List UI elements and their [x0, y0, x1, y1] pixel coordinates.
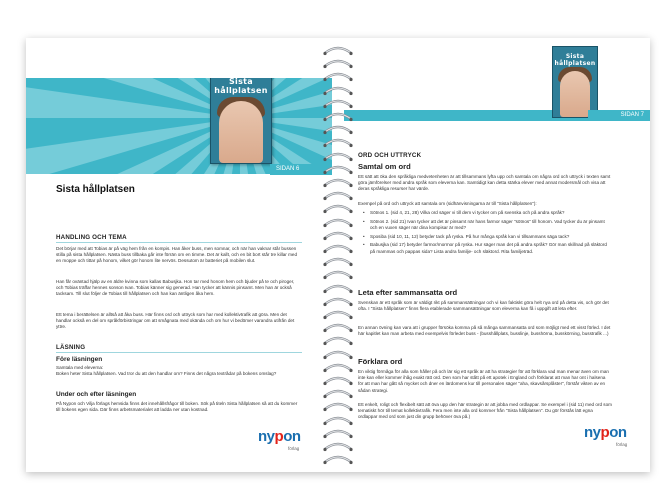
binding-ring — [322, 229, 354, 243]
left-page — [26, 38, 332, 472]
binding-ring — [322, 163, 354, 177]
binding-ring — [322, 348, 354, 362]
list-item: • Sötnos 1. (sid 4, 21, 28) Vilka ord säger vi till dem vi tycker om på svenska och på andra språk? — [370, 210, 610, 216]
list-item: • Babusjka (sid 17) betyder farmor/mormor på ryska. Hur säger man det på andra språk? Gör man skillnad på släktord på mammas och pappas sida? Lista andra familje- och släktord. Rita familjeträd. — [370, 242, 610, 254]
during-text: På Nypon och Vilja förlags hemsida finns det innehållsfrågor till boken. Sök på titeln Sista hållplatsen så att du kommer till bokens egen sida. Där finns arbetsmaterialet att ladda ner utan kostnad. — [56, 401, 298, 413]
binding-ring — [322, 387, 354, 401]
list-item: • Sposiba (sid 10, 11, 12) betyder tack på ryska. På hur många språk kan vi tillsammans säga tack? — [370, 234, 610, 240]
binding-ring — [322, 295, 354, 309]
book-cover-title-small: Sista hållplatsen — [554, 53, 596, 67]
subheading-during: Under och efter läsningen — [56, 391, 137, 398]
book-cover-image-small — [552, 46, 598, 118]
binding-ring — [322, 136, 354, 150]
binding-ring — [322, 374, 354, 388]
binding-ring — [322, 282, 354, 296]
binding-ring — [322, 255, 354, 269]
spiral-binding — [322, 38, 354, 472]
page-number-tab: SIDAN 6 — [270, 164, 332, 175]
before-text: Samtala med eleverna: Boken heter Sista hållplatsen. Vad tror du att den handlar om? Finns det några textrådar på bokens omslag? — [56, 365, 277, 377]
talk-intro: Ett sätt att öka den språkliga medvetenheten är att tillsammans lyfta upp och samtala om några ord och uttryck i texten samt göra jämförelser med andra språk som eleverna kan. Samtidigt kan detta stärka elever med annat modersmål och visa att deras språkliga resurser har värde. — [358, 174, 611, 192]
binding-ring — [322, 427, 354, 441]
nypon-logo: nypon — [258, 428, 301, 445]
subheading-talk: Samtal om ord — [358, 162, 411, 171]
subheading-explain: Förklara ord — [358, 357, 403, 366]
section-heading-reading: LÄSNING — [56, 344, 86, 351]
binding-ring — [322, 84, 354, 98]
paragraph-2: Han får oväntad hjälp av en äldre kvinna som kallas Babusjka. Hon tar med honom hem och bjuder på te och piroger, och Tobias träffar hennes sonson Ivan. Tobias känner sig generad. Han tycker att kännis pinsamt. Men han är också tacksam. Till slut följer de Tobias till hållplatsen och han kan äntligen åka hem. — [56, 279, 295, 297]
binding-ring — [322, 189, 354, 203]
nypon-logo-right: nypon — [584, 424, 627, 441]
binding-ring — [322, 321, 354, 335]
compound-text-2: En annan övning kan vara att i grupper försöka komma på så många sammansatta ord som möjligt med ett visst förled. I det här kapitlet kan man arbeta med exempelvis förledet buss - (busshållplats, busslinje, busshörna, busskörning, busstrafik ...) — [358, 325, 611, 337]
binding-ring — [322, 414, 354, 428]
binding-ring — [322, 334, 354, 348]
logo-subtitle: förlag — [288, 446, 300, 451]
binding-ring — [322, 202, 354, 216]
subheading-compound: Leta efter sammansatta ord — [358, 288, 458, 297]
page-number-tab-right: SIDAN 7 — [588, 110, 650, 121]
binding-ring — [322, 440, 354, 454]
right-page — [344, 38, 650, 472]
book-cover-title: Sista hållplatsen — [214, 78, 268, 95]
explain-text-1: En viktig förmåga för alla som håller på och lär sig ett språk är att ha strategier för att förklara vad man menar även om man inte kan eller kommer ihåg exakt rätt ord. Den som har stått på ett apotek i England och förklarat att man har ont i halsena för att man har gått så mycket och dner en lärdomens kur till personalen säger "aha, skavsårsplåster", förstår vikten av en sådan strategi. — [358, 369, 609, 393]
binding-ring — [322, 308, 354, 322]
logo-subtitle-right: förlag — [616, 442, 628, 447]
compound-text-1: Svenskan är ett språk som är väldigt rikt på sammansättningar och vi kan faktiskt göra helt nya ord på detta vis, och gör det ofta. I "Sista hållplatsen" finns flera etablerade sammansättningar som eleverna kan få i uppgift att leta efter. — [358, 300, 609, 312]
list-item: • Sötnos 2. (sid 21) Ivan tycker att det är pinsamt när hans farmor säger "sötnos" till honom. Vad tycker du är pinsamt och en vuxen säger när dina kompisar är med? — [370, 219, 610, 231]
left-banner — [26, 78, 332, 174]
example-list — [362, 210, 610, 257]
binding-ring — [322, 150, 354, 164]
binding-ring — [322, 268, 354, 282]
binding-ring — [322, 123, 354, 137]
binding-ring — [322, 453, 354, 467]
sunburst-graphic — [26, 78, 332, 174]
binding-ring — [322, 400, 354, 414]
binding-ring — [322, 97, 354, 111]
section-heading-handling: HANDLING OCH TEMA — [56, 234, 127, 241]
binding-ring — [322, 361, 354, 375]
binding-ring — [322, 110, 354, 124]
binding-ring — [322, 44, 354, 58]
binding-ring — [322, 57, 354, 71]
explain-text-2: Ett enkelt, roligt och flexibelt sätt att öva upp den här strategin är att jobba med ordlappar. Se exempel i (sid 11) med ord som tematiskt hör till temat kollektivtrafik. Fera men inte alla ord kommer från "Sista hållplatsen". Du gör förstås lätt egna ordlappar med ord som just din grupp behöver öva på.) — [358, 402, 612, 420]
subheading-before: Före läsningen — [56, 356, 103, 363]
binding-ring — [322, 216, 354, 230]
paragraph-1: Det börjar med att Tobias är på väg hem från en kompis. Han åker buss, men somnar, och när han vaknar står bussen stilla på sista hållplatsen. Nästa buss tillbaka går inte förrän om en timme. Det är kallt, och en bit bort står tre killar med en moppe och tittar på honom, vilket gör honom lite nervös. Dessutom är batteriet på mobilen slut. — [56, 246, 298, 264]
binding-ring — [322, 242, 354, 256]
section-heading-words: ORD OCH UTTRYCK — [358, 152, 422, 159]
paragraph-3: Ett tema i berättelsen är alltså att åka buss. Här finns ord och uttryck som har med kollektivtrafik att göra. Men det handlar också en del om språkförbistringar om att smågnata med okända och om hur vi bedömer varandra utifrån det yttre. — [56, 312, 295, 330]
page-title: Sista hållplatsen — [56, 184, 135, 195]
binding-ring — [322, 176, 354, 190]
book-cover-image — [210, 78, 272, 164]
binding-ring — [322, 70, 354, 84]
talk-example: Exempel på ord och uttryck att samtala om (sidhänvisningarna är till "Sista hållplatsen"): — [358, 201, 537, 206]
